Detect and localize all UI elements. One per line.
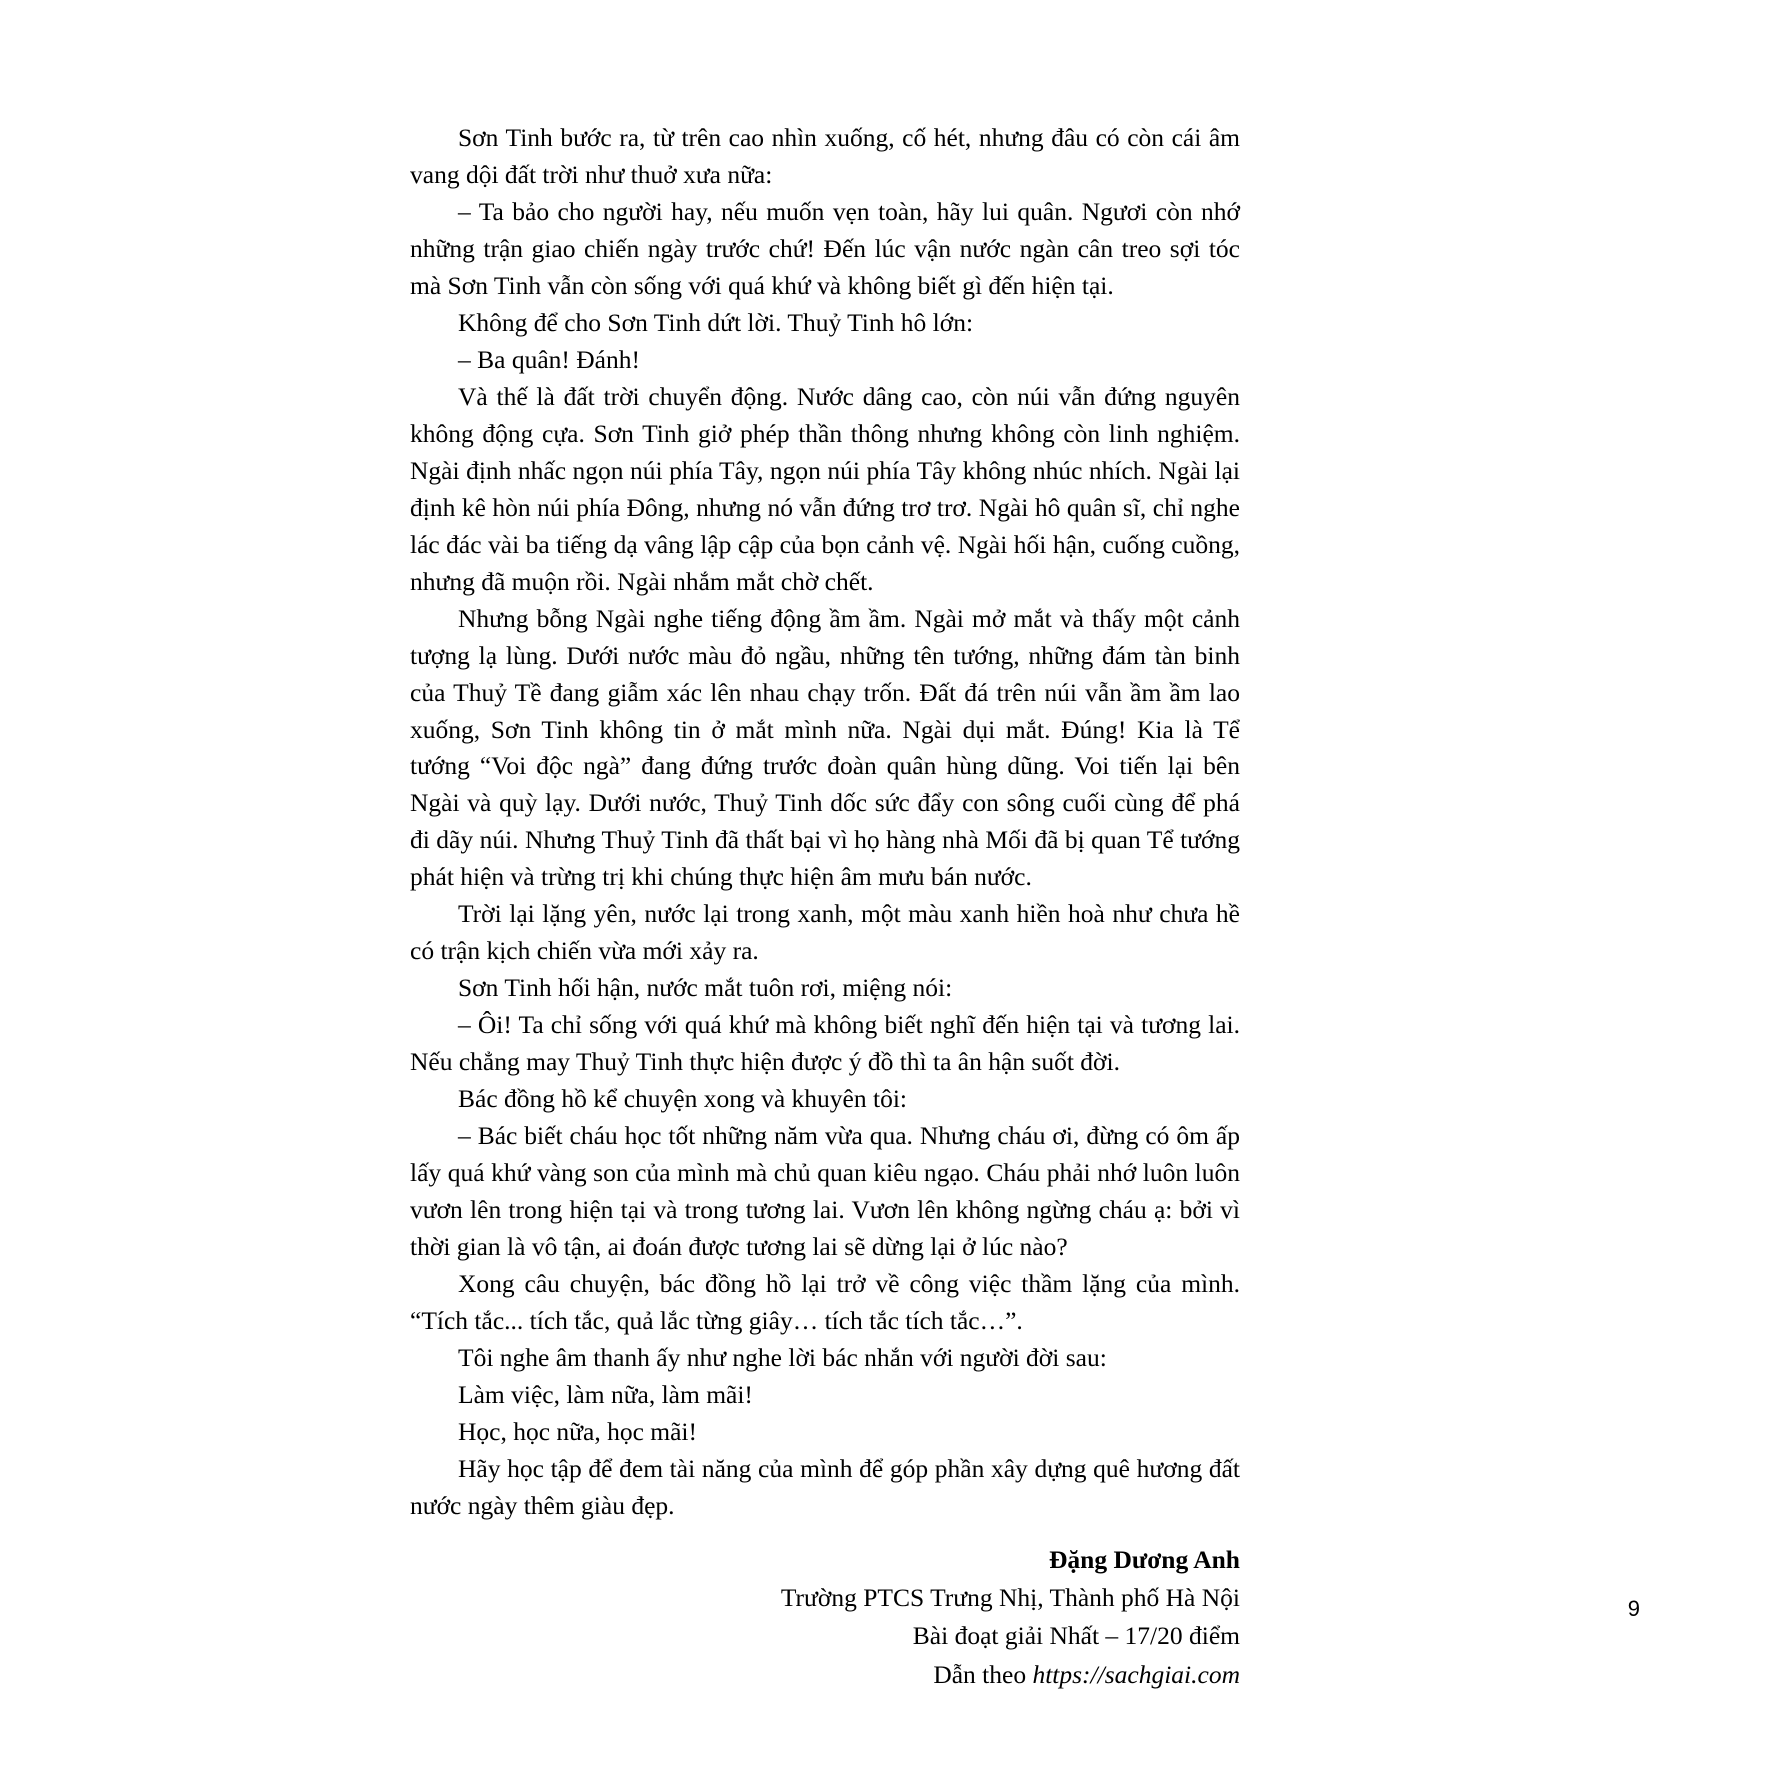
signature-block: [410, 1541, 1240, 1694]
paragraph: Không để cho Sơn Tinh dứt lời. Thuỷ Tinh hô lớn:: [458, 307, 974, 337]
paragraph: Nhưng bỗng Ngài nghe tiếng động ầm ầm. Ngài mở mắt và thấy một cảnh tượng lạ lùng. Dưới nước màu đỏ ngầu, những tên tướng, những đám tàn binh của Thuỷ Tề đang giẫm xác lên nhau chạy trốn. Đất đá trên núi vẫn ầm ầm lao xuống, Sơn Tinh không tin ở mắt mình nữa. Ngài dụi mắt. Đúng! Kia là Tể tướng “Voi độc ngà” đang đứng trước đoàn quân hùng dũng. Voi tiến lại bên Ngài và quỳ lạy. Dưới nước, Thuỷ Tinh dốc sức đẩy con sông cuối cùng để phá đi dãy núi. Nhưng Thuỷ Tinh đã thất bại vì họ hàng nhà Mối đã bị quan Tể tướng phát hiện và trừng trị khi chúng thực hiện âm mưu bán nước.: [410, 603, 1240, 892]
page-number: 9: [1627, 1596, 1640, 1621]
paragraph: – Ba quân! Đánh!: [458, 344, 640, 374]
author-name: Đặng Dương Anh: [1049, 1544, 1240, 1574]
paragraph: Hãy học tập để đem tài năng của mình để góp phần xây dựng quê hương đất nước ngày thêm giàu đẹp.: [410, 1453, 1240, 1520]
author-school: Trường PTCS Trưng Nhị, Thành phố Hà Nội: [780, 1583, 1240, 1613]
award-note: Bài đoạt giải Nhất – 17/20 điểm: [912, 1621, 1240, 1651]
paragraph: – Ta bảo cho người hay, nếu muốn vẹn toàn, hãy lui quân. Ngươi còn nhớ những trận giao chiến ngày trước chứ! Đến lúc vận nước ngàn cân treo sợi tóc mà Sơn Tinh vẫn còn sống với quá khứ và không biết gì đến hiện tại.: [410, 196, 1240, 300]
paragraph: – Ôi! Ta chỉ sống với quá khứ mà không biết nghĩ đến hiện tại và tương lai. Nếu chẳng may Thuỷ Tinh thực hiện được ý đồ thì ta ân hận suốt đời.: [410, 1010, 1240, 1077]
source-prefix: Dẫn theo: [933, 1659, 1033, 1689]
source-line: [410, 1656, 1240, 1694]
paragraph: Học, học nữa, học mãi!: [458, 1416, 697, 1446]
paragraph: Xong câu chuyện, bác đồng hồ lại trở về công việc thầm lặng của mình. “Tích tắc... tích tắc, quả lắc từng giây… tích tắc tích tắc…”.: [410, 1269, 1240, 1335]
source-url: https://sachgiai.com: [1032, 1659, 1240, 1689]
paragraph: Làm việc, làm nữa, làm mãi!: [458, 1379, 753, 1409]
paragraph: Và thế là đất trời chuyển động. Nước dâng cao, còn núi vẫn đứng nguyên không động cựa. Sơn Tinh giở phép thần thông nhưng không còn linh nghiệm. Ngài định nhấc ngọn núi phía Tây, ngọn núi phía Tây không nhúc nhích. Ngài lại định kê hòn núi phía Đông, nhưng nó vẫn đứng trơ trơ. Ngài hô quân sĩ, chỉ nghe lác đác vài ba tiếng dạ vâng lập cập của bọn cảnh vệ. Ngài hối hận, cuống cuồng, nhưng đã muộn rồi. Ngài nhắm mắt chờ chết.: [410, 381, 1240, 596]
paragraph: Bác đồng hồ kể chuyện xong và khuyên tôi:: [458, 1084, 907, 1114]
paragraph: Trời lại lặng yên, nước lại trong xanh, một màu xanh hiền hoà như chưa hề có trận kịch chiến vừa mới xảy ra.: [410, 899, 1240, 966]
paragraph: Tôi nghe âm thanh ấy như nghe lời bác nhắn với người đời sau:: [458, 1342, 1107, 1372]
paragraph: Sơn Tinh bước ra, từ trên cao nhìn xuống, cố hét, nhưng đâu có còn cái âm vang dội đất trời như thuở xưa nữa:: [410, 123, 1240, 189]
paragraph: – Bác biết cháu học tốt những năm vừa qua. Nhưng cháu ơi, đừng có ôm ấp lấy quá khứ vàng son của mình mà chủ quan kiêu ngạo. Cháu phải nhớ luôn luôn vươn lên trong hiện tại và trong tương lai. Vươn lên không ngừng cháu ạ: bởi vì thời gian là vô tận, ai đoán được tương lai sẽ dừng lại ở lúc nào?: [410, 1121, 1240, 1262]
document-body: [410, 120, 1240, 1694]
paragraph: Sơn Tinh hối hận, nước mắt tuôn rơi, miệng nói:: [458, 973, 953, 1003]
